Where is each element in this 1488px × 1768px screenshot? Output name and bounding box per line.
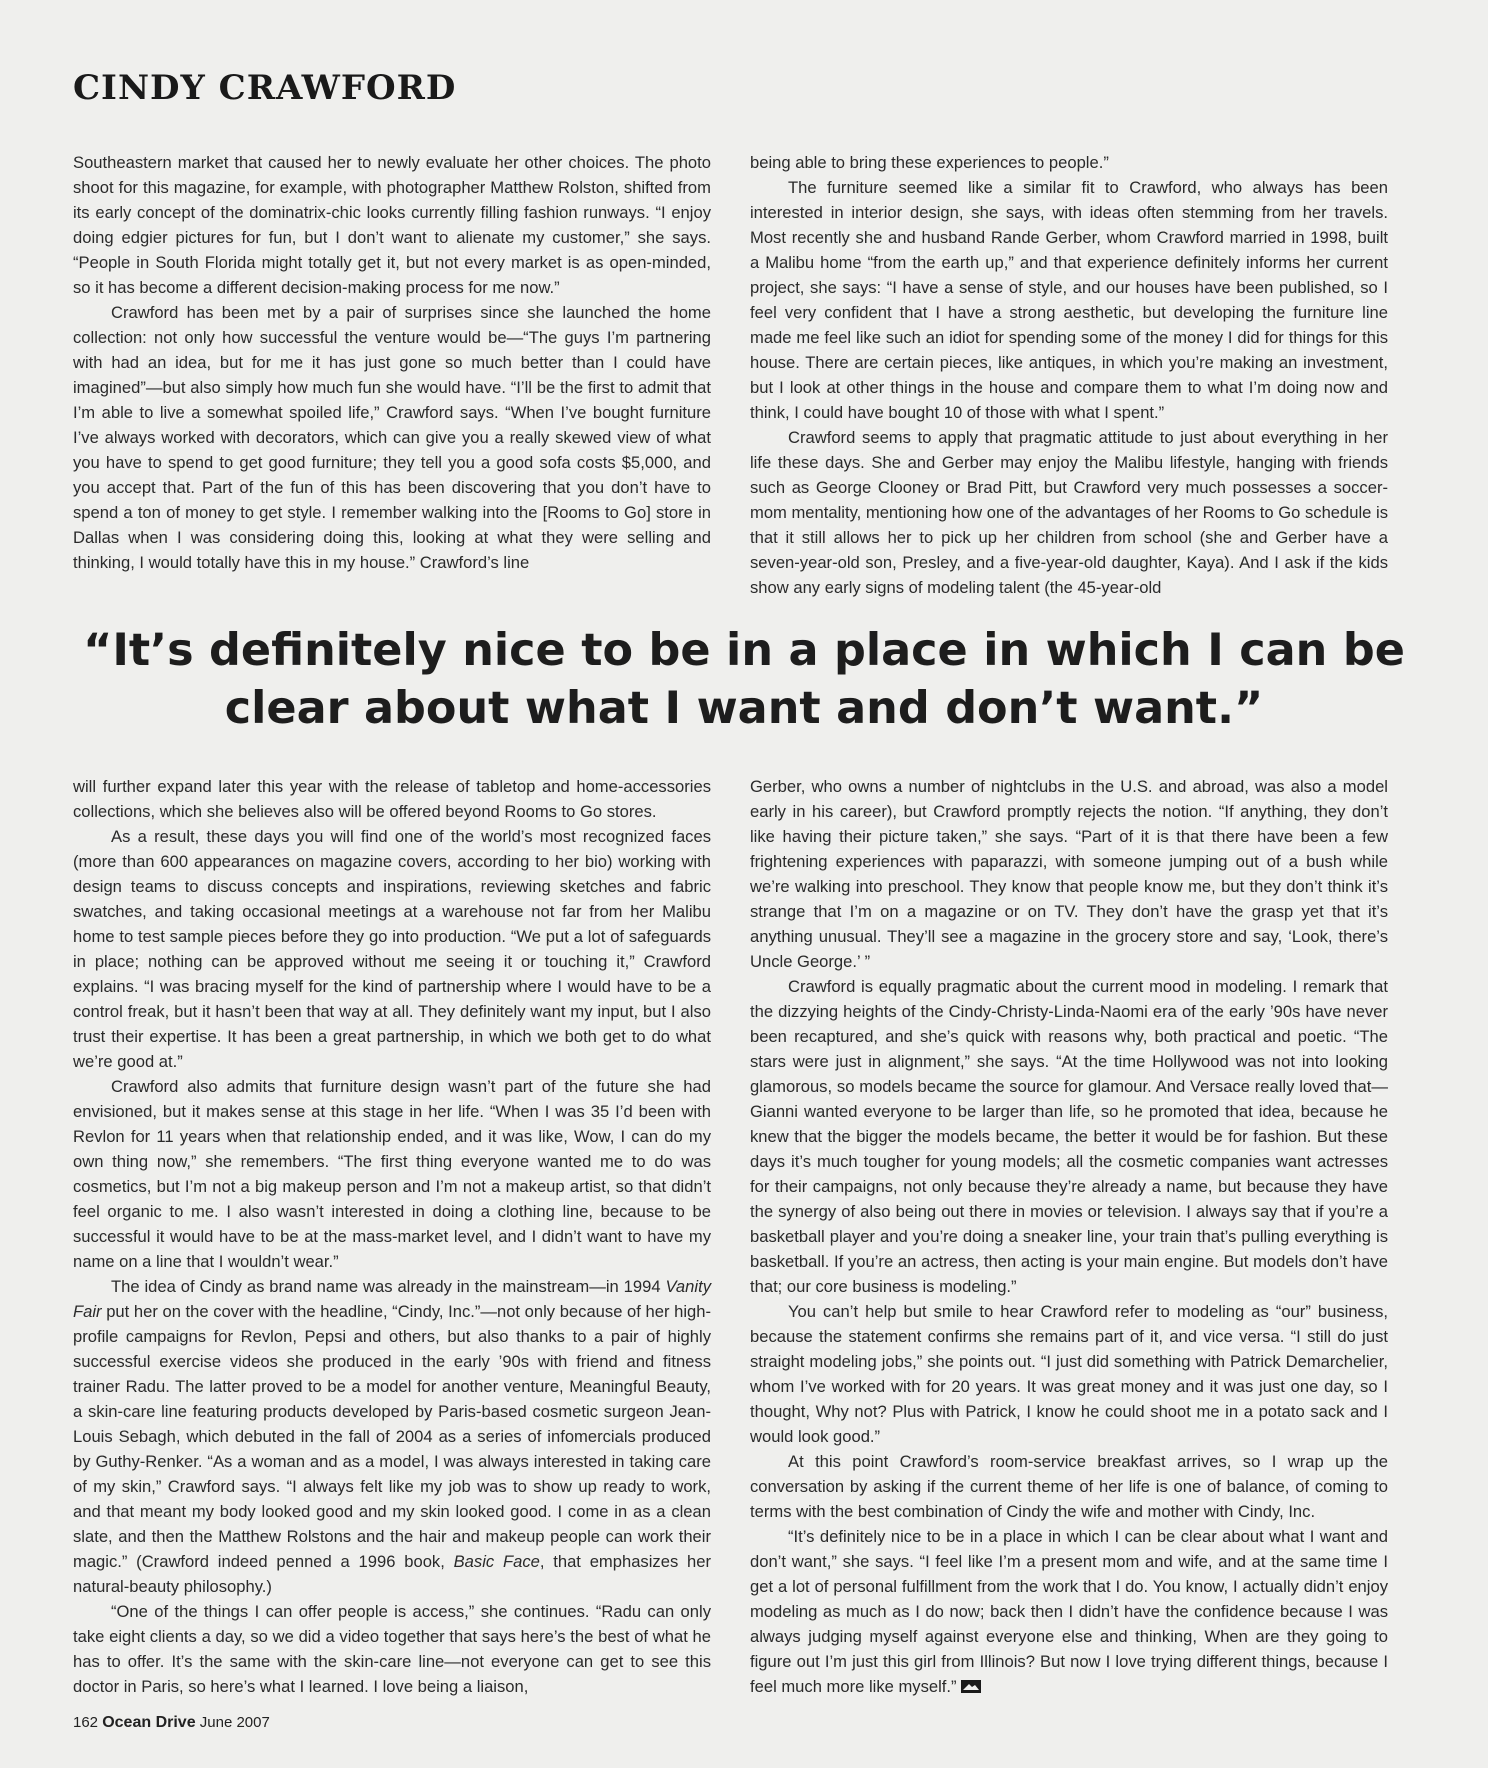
pull-quote-line-1: “It’s definitely nice to be in a place in which I can be (83, 625, 1405, 676)
article-column-1 (73, 150, 711, 575)
text-run: put her on the cover with the headline, “Cindy, Inc.”—not only because of her high-profile campaigns for Revlon, Pepsi and others, but also thanks to a pair of highly successful exercise videos she produced in the early ’90s with friend and fitness trainer Radu. The latter proved to be a model for another venture, Meaningful Beauty, a skin-care line featuring products developed by Paris-based cosmetic surgeon Jean-Louis Sebagh, which debuted in the fall of 2004 as a series of infomercials produced by Guthy-Renker. “As a woman and as a model, I was always interested in taking care of my skin,” Crawford says. “I always felt like my job was to show up ready to work, and that meant my body looked good and my skin looked good. I come in as a clean slate, and then the Matthew Rolstons and the hair and makeup people can work their magic.” (Crawford indeed penned a 1996 book, (73, 1302, 711, 1571)
paragraph: Crawford has been met by a pair of surprises since she launched the home collection: not only how successful the venture would be—“The guys I’m partnering with had an idea, but for me it has just gone so much better than I could have imagined”—but also simply how much fun she would have. “I’ll be the first to admit that I’m able to live a somewhat spoiled life,” Crawford says. “When I’ve bought furniture I’ve always worked with decorators, which can give you a really skewed view of what you have to spend to get good furniture; they tell you a good sofa costs $5,000, and you accept that. Part of the fun of this has been discovering that you don’t have to spend a ton of money to get style. I remember walking into the [Rooms to Go] store in Dallas when I was considering doing this, looking at what they were selling and thinking, I would totally have this in my house.” Crawford’s line (73, 303, 711, 572)
magazine-name: Ocean Drive (102, 1714, 196, 1731)
book-title: Basic Face (453, 1552, 540, 1571)
paragraph (73, 1274, 711, 1599)
paragraph: Crawford also admits that furniture design wasn’t part of the future she had envisioned, but it makes sense at this stage in her life. “When I was 35 I’d been with Revlon for 11 years when that relationship ended, and it was like, Wow, I can do my own thing now,” she remembers. “The first thing everyone wanted me to do was cosmetics, but I’m not a big makeup person and I’m not a makeup artist, so that didn’t feel organic to me. I also wasn’t interested in doing a clothing line, because to be successful it would have to be at the mass-market level, and I didn’t want to have my name on a line that I wouldn’t wear.” (73, 1077, 711, 1271)
text-run: The idea of Cindy as brand name was already in the mainstream—in 1994 (111, 1277, 666, 1296)
end-mark-icon (961, 1680, 981, 1693)
article-column-2 (750, 150, 1388, 600)
magazine-title: Vanity Fair (73, 1277, 711, 1321)
paragraph: “One of the things I can offer people is access,” she continues. “Radu can only take eight clients a day, so we did a video together that says here’s the best of what he has to offer. It’s the same with the skin-care line—not everyone can get to see this doctor in Paris, so here’s what I learned. I love being a liaison, (73, 1602, 711, 1696)
paragraph: Gerber, who owns a number of nightclubs in the U.S. and abroad, was also a model early in his career), but Crawford promptly rejects the notion. “If anything, they don’t like having their picture taken,” she says. “Part of it is that there have been a few frightening experiences with paparazzi, with someone jumping out of a bush while we’re walking into preschool. They know that people know me, but they don’t think it’s strange that I’m on a magazine or on TV. They don’t have the grasp yet that it’s anything unusual. They’ll see a magazine in the grocery store and say, ‘Look, there’s Uncle George.’ ” (750, 777, 1388, 971)
paragraph: At this point Crawford’s room-service breakfast arrives, so I wrap up the conversation by asking if the current theme of her life is one of balance, of coming to terms with the best combination of Cindy the wife and mother with Cindy, Inc. (750, 1452, 1388, 1521)
paragraph: Crawford is equally pragmatic about the current mood in modeling. I remark that the dizzying heights of the Cindy-Christy-Linda-Naomi era of the early ’90s have never been recaptured, and she’s quick with reasons why, both practical and poetic. “The stars were just in alignment,” she says. “At the time Hollywood was not into looking glamorous, so models became the source for glamour. And Versace really loved that—Gianni wanted everyone to be larger than life, so he promoted that idea, because he knew that the bigger the models became, the better it would be for fashion. But these days it’s much tougher for young models; all the cosmetic companies want actresses for their campaigns, not only because they’re already a name, but because they have the synergy of also being out there in movies or television. I always say that if you’re a basketball player and you’re doing a sneaker line, your train that’s pulling everything is basketball. If you’re an actress, then acting is your main engine. But models don’t have that; our core business is modeling.” (750, 977, 1388, 1296)
paragraph: You can’t help but smile to hear Crawford refer to modeling as “our” business, because the statement confirms she remains part of it, and vice versa. “I still do just straight modeling jobs,” she points out. “I just did something with Patrick Demarchelier, whom I’ve worked with for 20 years. It was great money and it was just one day, so I thought, Why not? Plus with Patrick, I know he could shoot me in a potato sack and I would look good.” (750, 1302, 1388, 1446)
paragraph: Southeastern market that caused her to newly evaluate her other choices. The photo shoot for this magazine, for example, with photographer Matthew Rolston, shifted from its early concept of the dominatrix-chic looks currently filling fashion runways. “I enjoy doing edgier pictures for fun, but I don’t want to alienate my customer,” she says. “People in South Florida might totally get it, but not every market is as open-minded, so it has become a different decision-making process for me now.” (73, 153, 711, 297)
article-column-3 (73, 774, 711, 1699)
text-run: , that emphasizes her natural-beauty philosophy.) (73, 1552, 711, 1596)
page-number: 162 (73, 1714, 99, 1731)
page-footer (73, 1714, 270, 1732)
paragraph: As a result, these days you will find one of the world’s most recognized faces (more than 600 appearances on magazine covers, according to her bio) working with design teams to discuss concepts and inspirations, reviewing sketches and fabric swatches, and taking occasional meetings at a warehouse not far from her Malibu home to test sample pieces before they go into production. “We put a lot of safeguards in place; nothing can be approved without me seeing it or touching it,” Crawford explains. “I was bracing myself for the kind of partnership where I would have to be a control freak, but it hasn’t been that way at all. They definitely want my input, but I also trust their expertise. It has been a great partnership, in which we both get to do what we’re good at.” (73, 827, 711, 1071)
issue-date: June 2007 (199, 1714, 270, 1731)
pull-quote-line-2: clear about what I want and don’t want.” (224, 683, 1264, 734)
article-headline: CINDY CRAWFORD (73, 68, 457, 108)
pull-quote (73, 622, 1415, 738)
paragraph: The furniture seemed like a similar fit to Crawford, who always has been interested in interior design, she says, with ideas often stemming from her travels. Most recently she and husband Rande Gerber, whom Crawford married in 1998, built a Malibu home “from the earth up,” and that experience definitely informs her current project, she says: “I have a sense of style, and our houses have been published, so I feel very confident that I have a strong aesthetic, but developing the furniture line made me feel like such an idiot for spending some of the money I did for things for this house. There are certain pieces, like antiques, in which you’re making an investment, but I look at other things in the house and compare them to what I’m doing now and think, I could have bought 10 of those with what I spent.” (750, 178, 1388, 422)
text-run: “It’s definitely nice to be in a place in which I can be clear about what I want and don’t want,” she says. “I feel like I’m a present mom and wife, and at the same time I get a lot of personal fulfillment from the work that I do. You know, I actually didn’t enjoy modeling as much as I do now; back then I didn’t have the confidence because I was always judging myself against everyone else and thinking, When are they going to figure out I’m just this girl from Illinois? But now I love trying different things, because I feel much more like myself.” (750, 1527, 1388, 1696)
paragraph: will further expand later this year with the release of tabletop and home-accessories collections, which she believes also will be offered beyond Rooms to Go stores. (73, 777, 711, 821)
paragraph (750, 1524, 1388, 1699)
paragraph: Crawford seems to apply that pragmatic attitude to just about everything in her life these days. She and Gerber may enjoy the Malibu lifestyle, hanging with friends such as George Clooney or Brad Pitt, but Crawford very much possesses a soccer-mom mentality, mentioning how one of the advantages of her Rooms to Go schedule is that it still allows her to pick up her children from school (she and Gerber have a seven-year-old son, Presley, and a five-year-old daughter, Kaya). And I ask if the kids show any early signs of modeling talent (the 45-year-old (750, 428, 1388, 597)
article-column-4 (750, 774, 1388, 1699)
paragraph: being able to bring these experiences to people.” (750, 153, 1109, 172)
